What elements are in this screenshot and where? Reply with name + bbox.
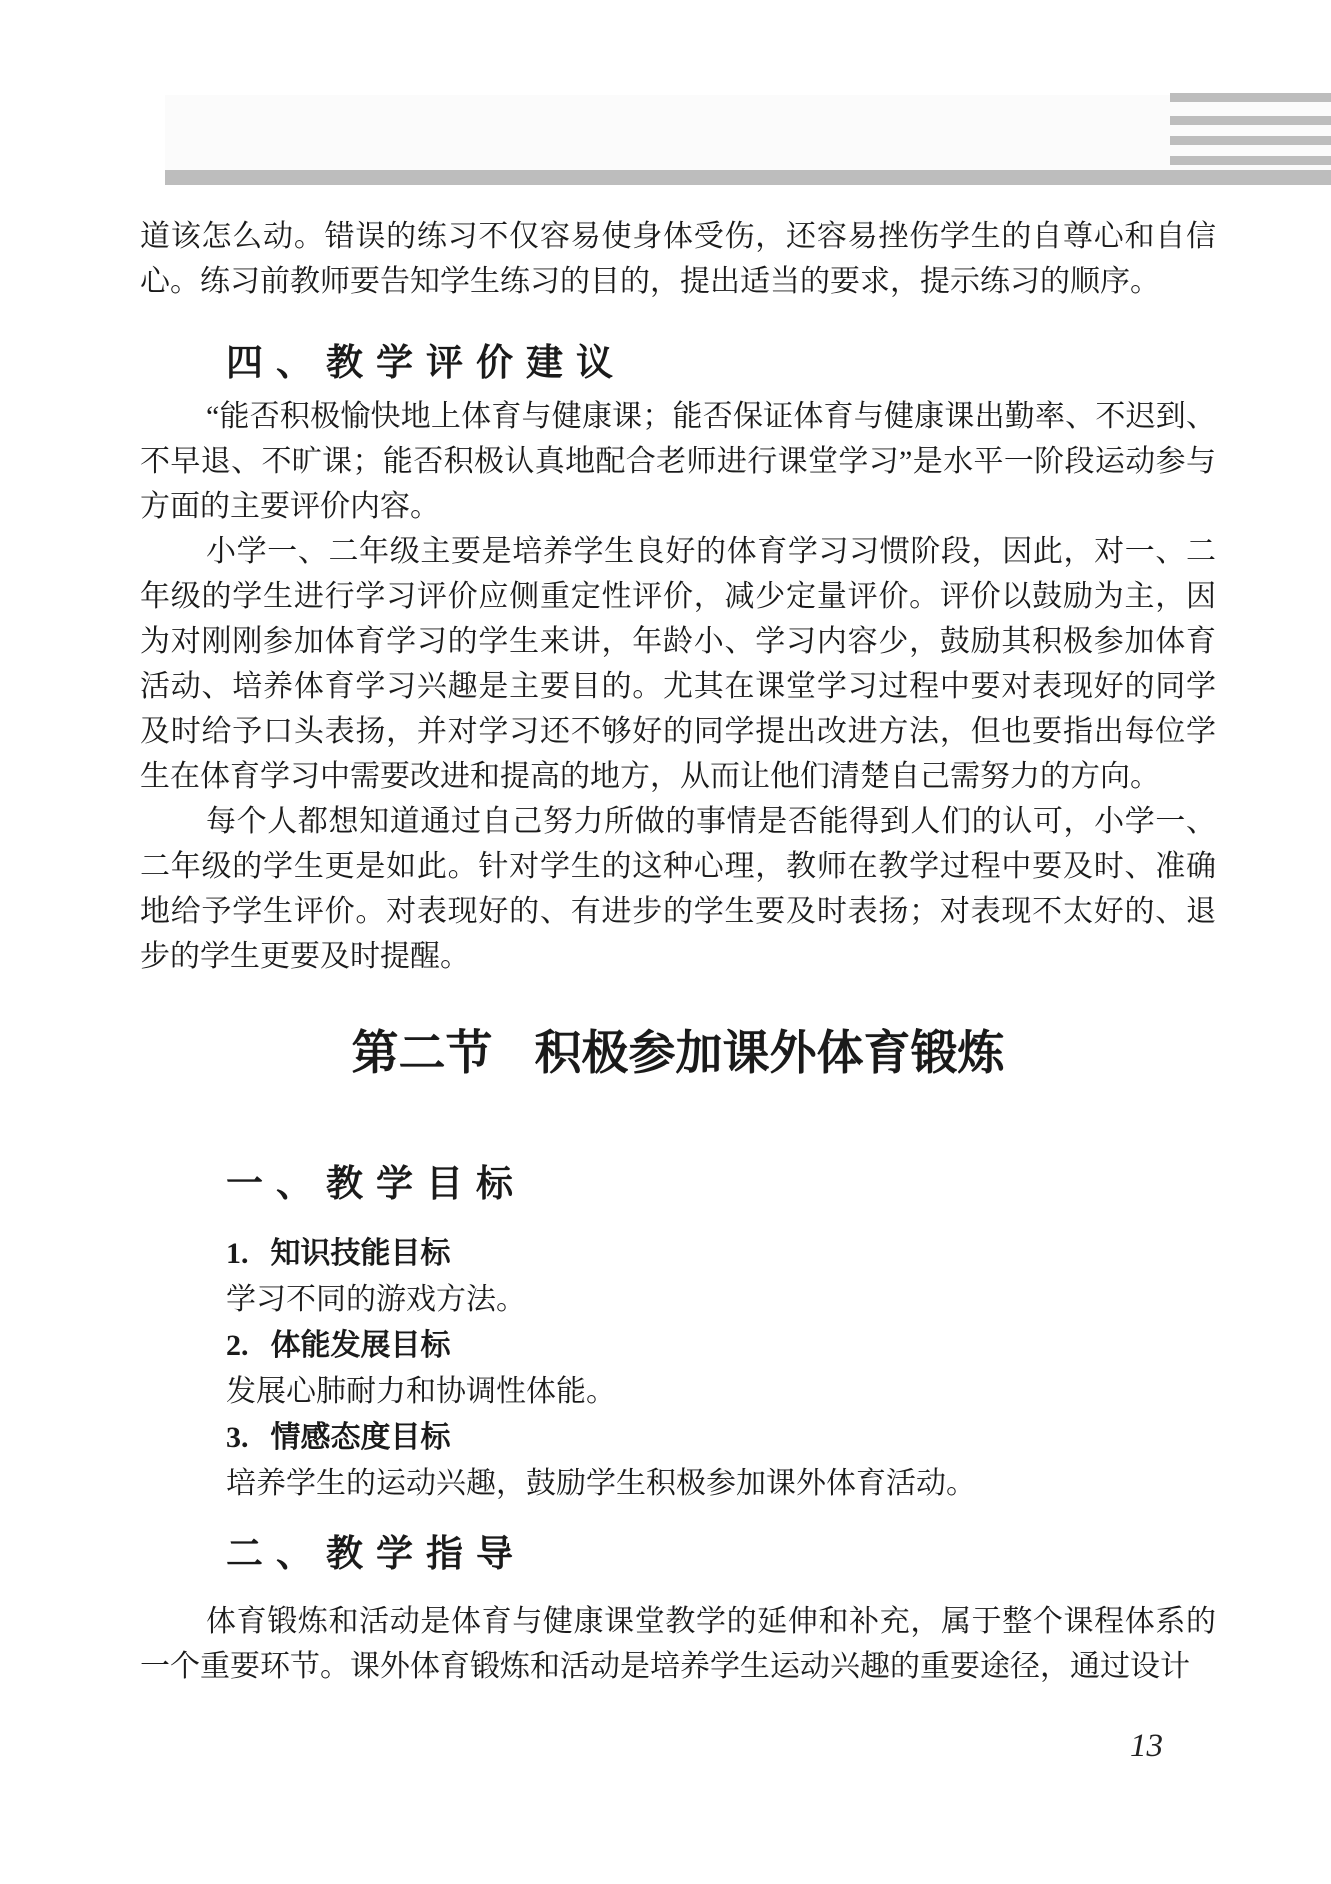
goals-section-heading: 一、教学目标 xyxy=(226,1164,526,1205)
goal-item-number: 2. xyxy=(226,1329,249,1362)
goal-items xyxy=(140,1231,1216,1507)
goal-item-title: 知识技能目标 xyxy=(270,1237,451,1270)
header-stripe xyxy=(1170,93,1331,102)
evaluation-paragraph: “能否积极愉快地上体育与健康课；能否保证体育与健康课出勤率、不迟到、不早退、不旷课；能否积极认真地配合老师进行课堂学习”是水平一阶段运动参与方面的主要评价内容。 xyxy=(140,400,1216,523)
guidance-section-heading: 二、教学指导 xyxy=(226,1534,526,1575)
section-title xyxy=(140,1023,1216,1085)
goal-item-number: 3. xyxy=(226,1421,249,1454)
goal-item-desc: 发展心肺耐力和协调性体能。 xyxy=(226,1375,616,1408)
goal-item-label xyxy=(226,1231,1216,1277)
header-rule xyxy=(165,170,1331,185)
section-title-text: 积极参加课外体育锻炼 xyxy=(534,1028,1005,1080)
evaluation-paragraph: 小学一、二年级主要是培养学生良好的体育学习习惯阶段，因此，对一、二年级的学生进行学习评价应侧重定性评价，减少定量评价。评价以鼓励为主，因为对刚刚参加体育学习的学生来讲，年龄小、学习内容少，鼓励其积极参加体育活动、培养体育学习兴趣是主要目的。尤其在课堂学习过程中要对表现好的同学及时给予口头表扬，并对学习还不够好的同学提出改进方法，但也要指出每位学生在体育学习中需要改进和提高的地方，从而让他们清楚自己需努力的方向。 xyxy=(140,535,1216,793)
section-title-label: 第二节 xyxy=(351,1028,493,1080)
evaluation-section-heading: 四、教学评价建议 xyxy=(226,343,626,384)
goal-item-number: 1. xyxy=(226,1237,249,1270)
goal-item-desc: 学习不同的游戏方法。 xyxy=(226,1283,526,1316)
goal-item-label xyxy=(226,1415,1216,1461)
goal-item-desc: 培养学生的运动兴趣，鼓励学生积极参加课外体育活动。 xyxy=(226,1467,976,1500)
header-band xyxy=(165,95,1331,170)
goal-item-title: 体能发展目标 xyxy=(270,1329,451,1362)
goal-item-title: 情感态度目标 xyxy=(270,1421,451,1454)
text-column xyxy=(140,214,1216,1689)
evaluation-paragraph: 每个人都想知道通过自己努力所做的事情是否能得到人们的认可，小学一、二年级的学生更是如此。针对学生的这种心理，教师在教学过程中要及时、准确地给予学生评价。对表现好的、有进步的学生要及时表扬；对表现不太好的、退步的学生更要及时提醒。 xyxy=(140,805,1216,973)
header-stripe xyxy=(1170,156,1331,165)
guidance-paragraph: 体育锻炼和活动是体育与健康课堂教学的延伸和补充，属于整个课程体系的一个重要环节。课外体育锻炼和活动是培养学生运动兴趣的重要途径，通过设计 xyxy=(140,1605,1216,1683)
page-number: 13 xyxy=(1130,1728,1163,1764)
goal-item-label xyxy=(226,1323,1216,1369)
header-stripe xyxy=(1170,116,1331,125)
continuation-paragraph: 道该怎么动。错误的练习不仅容易使身体受伤，还容易挫伤学生的自尊心和自信心。练习前教师要告知学生练习的目的，提出适当的要求，提示练习的顺序。 xyxy=(140,220,1216,298)
header-stripe xyxy=(1170,136,1331,145)
